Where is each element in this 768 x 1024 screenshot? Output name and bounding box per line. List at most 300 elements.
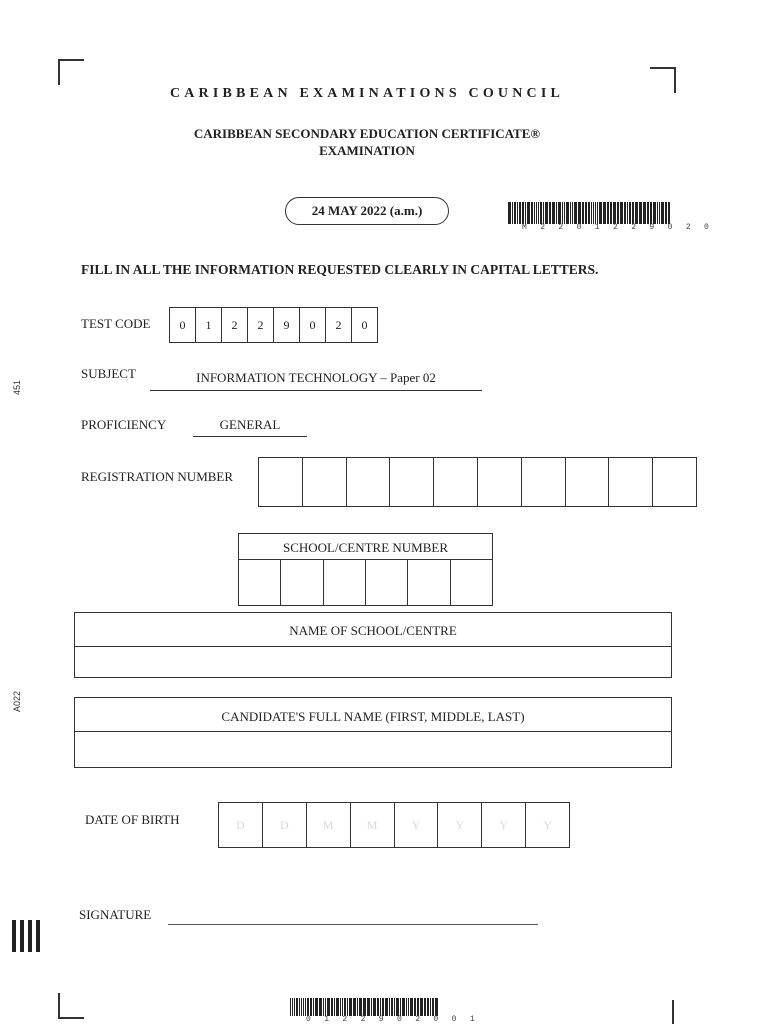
barcode-bar bbox=[353, 998, 356, 1016]
qr-module bbox=[12, 932, 14, 934]
barcode-bar bbox=[377, 998, 379, 1016]
barcode-bar bbox=[301, 998, 302, 1016]
qr-module bbox=[12, 940, 14, 942]
qr-module bbox=[36, 948, 38, 950]
barcode-bar bbox=[296, 998, 298, 1016]
qr-module bbox=[22, 924, 24, 926]
date-of-birth-cell[interactable]: M bbox=[307, 803, 351, 847]
qr-module bbox=[30, 920, 32, 922]
barcode-bar bbox=[639, 202, 642, 224]
qr-module bbox=[20, 922, 22, 924]
qr-module bbox=[28, 926, 30, 928]
barcode-top bbox=[508, 202, 713, 232]
qr-module bbox=[28, 940, 30, 942]
school-centre-number-cell[interactable] bbox=[366, 560, 408, 605]
qr-module bbox=[38, 934, 40, 936]
barcode-bar bbox=[566, 202, 569, 224]
registration-number-cell[interactable] bbox=[347, 458, 391, 506]
barcode-bar bbox=[391, 998, 393, 1016]
qr-module bbox=[30, 930, 32, 932]
qr-module bbox=[14, 938, 16, 940]
qr-module bbox=[12, 928, 14, 930]
qr-module bbox=[22, 926, 24, 928]
barcode-bar bbox=[610, 202, 612, 224]
qr-module bbox=[12, 938, 14, 940]
barcode-bar bbox=[299, 998, 300, 1016]
school-name-field[interactable] bbox=[74, 647, 672, 678]
registration-number-cell[interactable] bbox=[522, 458, 566, 506]
qr-module bbox=[22, 928, 24, 930]
qr-module bbox=[20, 920, 22, 922]
barcode-bar bbox=[540, 202, 542, 224]
registration-number-cell[interactable] bbox=[478, 458, 522, 506]
certificate-title bbox=[0, 125, 734, 159]
test-code-digit: 2 bbox=[326, 308, 352, 342]
qr-module bbox=[30, 928, 32, 930]
barcode-bar bbox=[585, 202, 587, 224]
barcode-bar bbox=[389, 998, 390, 1016]
qr-module bbox=[22, 936, 24, 938]
barcode-bar bbox=[315, 998, 318, 1016]
barcode-bar bbox=[549, 202, 551, 224]
barcode-bar bbox=[406, 998, 407, 1016]
qr-module bbox=[28, 950, 30, 952]
barcode-bar bbox=[342, 998, 343, 1016]
barcode-bar bbox=[290, 998, 291, 1016]
barcode-bar bbox=[570, 202, 571, 224]
barcode-bar bbox=[294, 998, 295, 1016]
barcode-bar bbox=[410, 998, 413, 1016]
barcode-bar bbox=[578, 202, 581, 224]
qr-module bbox=[36, 928, 38, 930]
qr-module bbox=[38, 926, 40, 928]
barcode-bar bbox=[603, 202, 606, 224]
barcode-bar bbox=[367, 998, 370, 1016]
qr-module bbox=[14, 944, 16, 946]
subject-label: SUBJECT bbox=[81, 366, 136, 381]
barcode-bar bbox=[588, 202, 590, 224]
qr-module bbox=[38, 940, 40, 942]
barcode-bar bbox=[292, 998, 293, 1016]
school-name-label: NAME OF SCHOOL/CENTRE bbox=[74, 612, 672, 647]
barcode-bottom bbox=[290, 998, 479, 1024]
school-centre-number-label: SCHOOL/CENTRE NUMBER bbox=[238, 533, 493, 560]
barcode-bar bbox=[331, 998, 333, 1016]
qr-module bbox=[14, 924, 16, 926]
qr-module bbox=[38, 936, 40, 938]
barcode-bar bbox=[613, 202, 616, 224]
barcode-bar bbox=[562, 202, 563, 224]
date-of-birth-cell[interactable]: Y bbox=[395, 803, 439, 847]
test-code-digit: 2 bbox=[248, 308, 274, 342]
qr-module bbox=[30, 944, 32, 946]
barcode-bar bbox=[313, 998, 314, 1016]
qr-module bbox=[36, 922, 38, 924]
registration-number-cell[interactable] bbox=[259, 458, 303, 506]
barcode-bar bbox=[617, 202, 619, 224]
barcode-bar bbox=[635, 202, 638, 224]
barcode-bar bbox=[591, 202, 592, 224]
barcode-bar bbox=[647, 202, 649, 224]
qr-module bbox=[28, 920, 30, 922]
qr-module bbox=[22, 948, 24, 950]
barcode-bar bbox=[514, 202, 516, 224]
test-code-boxes bbox=[169, 307, 378, 343]
barcode-bar bbox=[558, 202, 561, 224]
qr-module bbox=[38, 938, 40, 940]
qr-module bbox=[14, 920, 16, 922]
date-of-birth-cell[interactable]: D bbox=[219, 803, 263, 847]
qr-module bbox=[12, 920, 14, 922]
qr-module bbox=[28, 930, 30, 932]
qr-module bbox=[38, 920, 40, 922]
qr-module bbox=[36, 934, 38, 936]
registration-number-cell[interactable] bbox=[390, 458, 434, 506]
qr-module bbox=[28, 922, 30, 924]
date-of-birth-cell[interactable]: Y bbox=[543, 818, 552, 832]
qr-module bbox=[20, 930, 22, 932]
qr-module bbox=[28, 946, 30, 948]
barcode-bar bbox=[522, 202, 524, 224]
qr-module bbox=[12, 922, 14, 924]
signature-line[interactable] bbox=[168, 924, 538, 925]
qr-module bbox=[28, 936, 30, 938]
barcode-bar bbox=[650, 202, 652, 224]
qr-module bbox=[14, 940, 16, 942]
qr-module bbox=[30, 934, 32, 936]
barcode-bar bbox=[340, 998, 341, 1016]
qr-module bbox=[20, 926, 22, 928]
corner-mark-bottom-left bbox=[58, 993, 84, 1019]
test-code-digit: 0 bbox=[300, 308, 326, 342]
qr-module bbox=[30, 942, 32, 944]
barcode-bar bbox=[531, 202, 533, 224]
proficiency-value: GENERAL bbox=[193, 417, 307, 437]
qr-module bbox=[36, 936, 38, 938]
barcode-bar bbox=[665, 202, 667, 224]
qr-module bbox=[38, 930, 40, 932]
barcode-bar bbox=[417, 998, 419, 1016]
barcode-bar bbox=[394, 998, 395, 1016]
qr-module bbox=[28, 944, 30, 946]
barcode-bar bbox=[310, 998, 312, 1016]
barcode-bar bbox=[349, 998, 352, 1016]
barcode-bar bbox=[582, 202, 584, 224]
barcode-bar bbox=[344, 998, 346, 1016]
barcode-bar bbox=[599, 202, 602, 224]
qr-module bbox=[14, 928, 16, 930]
qr-module bbox=[22, 920, 24, 922]
test-code-digit: 0 bbox=[361, 318, 368, 332]
barcode-bar bbox=[517, 202, 518, 224]
candidate-name-field[interactable] bbox=[74, 732, 672, 768]
date-of-birth-cell[interactable]: M bbox=[351, 803, 395, 847]
registration-number-label: REGISTRATION NUMBER bbox=[81, 469, 234, 484]
qr-module bbox=[36, 950, 38, 952]
qr-module bbox=[12, 946, 14, 948]
qr-module bbox=[36, 942, 38, 944]
barcode-bar bbox=[564, 202, 565, 224]
registration-number-cell[interactable] bbox=[434, 458, 478, 506]
barcode-bar bbox=[508, 202, 511, 224]
school-centre-number-cell[interactable] bbox=[408, 560, 450, 605]
barcode-bar bbox=[319, 998, 322, 1016]
barcode-top-bars bbox=[508, 202, 670, 224]
barcode-bar bbox=[430, 998, 431, 1016]
registration-number-cell[interactable] bbox=[609, 458, 653, 506]
signature-label: SIGNATURE bbox=[79, 907, 152, 922]
qr-module bbox=[36, 938, 38, 940]
barcode-bar bbox=[538, 202, 539, 224]
barcode-bar bbox=[661, 202, 664, 224]
qr-module bbox=[20, 928, 22, 930]
qr-module bbox=[38, 932, 40, 934]
qr-module bbox=[20, 944, 22, 946]
barcode-bar bbox=[402, 998, 405, 1016]
barcode-bar bbox=[385, 998, 388, 1016]
qr-module bbox=[12, 926, 14, 928]
qr-module bbox=[12, 936, 14, 938]
qr-module bbox=[30, 948, 32, 950]
barcode-bar bbox=[427, 998, 429, 1016]
qr-module bbox=[36, 940, 38, 942]
qr-module bbox=[36, 924, 38, 926]
qr-module bbox=[38, 944, 40, 946]
qr-module bbox=[22, 940, 24, 942]
barcode-bar bbox=[336, 998, 339, 1016]
qr-module bbox=[22, 934, 24, 936]
council-title: CARIBBEAN EXAMINATIONS COUNCIL bbox=[169, 86, 565, 101]
qr-module bbox=[20, 948, 22, 950]
qr-module bbox=[20, 946, 22, 948]
barcode-bar bbox=[371, 998, 372, 1016]
qr-module bbox=[22, 930, 24, 932]
qr-module bbox=[38, 922, 40, 924]
date-of-birth-boxes bbox=[218, 802, 570, 848]
test-code-digit: 9 bbox=[274, 308, 300, 342]
qr-module bbox=[36, 926, 38, 928]
qr-module bbox=[28, 948, 30, 950]
qr-module bbox=[20, 942, 22, 944]
barcode-bar bbox=[595, 202, 596, 224]
qr-module bbox=[30, 936, 32, 938]
qr-module bbox=[38, 946, 40, 948]
qr-module bbox=[30, 932, 32, 934]
qr-module bbox=[38, 928, 40, 930]
barcode-bar bbox=[659, 202, 660, 224]
barcode-bar bbox=[414, 998, 416, 1016]
registration-number-boxes bbox=[258, 457, 697, 507]
qr-module bbox=[12, 930, 14, 932]
registration-number-cell[interactable] bbox=[566, 458, 610, 506]
barcode-bar bbox=[572, 202, 573, 224]
qr-module bbox=[20, 936, 22, 938]
barcode-bar bbox=[627, 202, 628, 224]
date-of-birth-cell[interactable]: Y bbox=[482, 803, 526, 847]
barcode-bar bbox=[400, 998, 401, 1016]
barcode-bar bbox=[305, 998, 306, 1016]
barcode-bar bbox=[408, 998, 409, 1016]
qr-module bbox=[22, 938, 24, 940]
school-centre-number-boxes bbox=[238, 560, 493, 606]
corner-mark-top-left bbox=[58, 59, 84, 85]
barcode-bar bbox=[527, 202, 530, 224]
barcode-bar bbox=[545, 202, 548, 224]
qr-module bbox=[22, 946, 24, 948]
certificate-line-1: CARIBBEAN SECONDARY EDUCATION CERTIFICATE® bbox=[193, 126, 541, 141]
qr-module bbox=[30, 940, 32, 942]
barcode-bar bbox=[420, 998, 423, 1016]
qr-module bbox=[36, 944, 38, 946]
registration-number-cell[interactable] bbox=[303, 458, 347, 506]
barcode-bar bbox=[382, 998, 384, 1016]
barcode-bar bbox=[668, 202, 670, 224]
qr-module bbox=[38, 924, 40, 926]
qr-module bbox=[20, 940, 22, 942]
barcode-bar bbox=[620, 202, 623, 224]
qr-module bbox=[20, 924, 22, 926]
proficiency-label: PROFICIENCY bbox=[81, 417, 167, 432]
qr-module bbox=[14, 926, 16, 928]
barcode-bar bbox=[307, 998, 309, 1016]
qr-module bbox=[22, 942, 24, 944]
barcode-bar bbox=[359, 998, 362, 1016]
qr-module bbox=[30, 938, 32, 940]
qr-module bbox=[20, 932, 22, 934]
barcode-bar bbox=[543, 202, 544, 224]
barcode-bar bbox=[357, 998, 358, 1016]
qr-code-icon bbox=[12, 920, 44, 952]
barcode-bar bbox=[574, 202, 577, 224]
test-code-digit: 2 bbox=[222, 308, 248, 342]
exam-date-badge: 24 MAY 2022 (a.m.) bbox=[285, 197, 449, 225]
registration-number-cell[interactable] bbox=[653, 458, 696, 506]
barcode-top-text: M 2 2 0 1 2 2 9 0 2 0 bbox=[522, 223, 714, 232]
qr-module bbox=[28, 938, 30, 940]
qr-module bbox=[22, 950, 24, 952]
barcode-bar bbox=[432, 998, 434, 1016]
qr-module bbox=[28, 932, 30, 934]
school-centre-number-cell[interactable] bbox=[281, 560, 323, 605]
date-of-birth-cell[interactable]: Y bbox=[438, 803, 482, 847]
qr-module bbox=[30, 950, 32, 952]
barcode-bottom-text: 0 1 2 2 9 0 2 0 0 1 bbox=[306, 1015, 479, 1024]
barcode-bar bbox=[424, 998, 426, 1016]
test-code-digit: 0 bbox=[170, 308, 196, 342]
barcode-bar bbox=[373, 998, 376, 1016]
qr-module bbox=[22, 922, 24, 924]
qr-module bbox=[14, 922, 16, 924]
barcode-bar bbox=[303, 998, 304, 1016]
qr-module bbox=[14, 946, 16, 948]
qr-module bbox=[12, 942, 14, 944]
school-centre-number-cell[interactable] bbox=[324, 560, 366, 605]
qr-module bbox=[14, 934, 16, 936]
qr-module bbox=[14, 932, 16, 934]
barcode-bar bbox=[525, 202, 526, 224]
qr-module bbox=[14, 950, 16, 952]
qr-module bbox=[20, 950, 22, 952]
qr-module bbox=[30, 946, 32, 948]
qr-module bbox=[22, 932, 24, 934]
qr-module bbox=[30, 922, 32, 924]
qr-module bbox=[38, 950, 40, 952]
qr-module bbox=[38, 942, 40, 944]
test-code-label: TEST CODE bbox=[81, 316, 151, 331]
school-centre-number-cell[interactable] bbox=[239, 560, 281, 605]
barcode-bar bbox=[552, 202, 555, 224]
barcode-bar bbox=[643, 202, 646, 224]
barcode-bottom-bars bbox=[290, 998, 440, 1016]
barcode-bar bbox=[556, 202, 557, 224]
barcode-bar bbox=[519, 202, 521, 224]
qr-module bbox=[36, 946, 38, 948]
barcode-bar bbox=[536, 202, 537, 224]
qr-module bbox=[22, 944, 24, 946]
barcode-bar bbox=[380, 998, 381, 1016]
qr-module bbox=[36, 932, 38, 934]
side-label-middle: A022 bbox=[12, 690, 22, 712]
qr-module bbox=[12, 924, 14, 926]
school-centre-number-box bbox=[238, 533, 493, 606]
qr-module bbox=[14, 930, 16, 932]
qr-module bbox=[14, 942, 16, 944]
subject-value: INFORMATION TECHNOLOGY – Paper 02 bbox=[150, 370, 482, 391]
barcode-bar bbox=[323, 998, 324, 1016]
school-centre-number-cell[interactable] bbox=[451, 560, 492, 605]
barcode-bar bbox=[607, 202, 609, 224]
barcode-bar bbox=[593, 202, 594, 224]
barcode-bar bbox=[597, 202, 598, 224]
qr-module bbox=[28, 924, 30, 926]
qr-module bbox=[28, 942, 30, 944]
barcode-bar bbox=[334, 998, 335, 1016]
qr-module bbox=[14, 936, 16, 938]
qr-module bbox=[12, 948, 14, 950]
qr-module bbox=[36, 920, 38, 922]
date-of-birth-cell[interactable]: D bbox=[263, 803, 307, 847]
barcode-bar bbox=[657, 202, 658, 224]
barcode-bar bbox=[512, 202, 513, 224]
qr-module bbox=[38, 948, 40, 950]
qr-module bbox=[36, 930, 38, 932]
barcode-bar bbox=[327, 998, 330, 1016]
barcode-bar bbox=[435, 998, 438, 1016]
barcode-bar bbox=[624, 202, 626, 224]
barcode-bar bbox=[325, 998, 326, 1016]
qr-module bbox=[28, 928, 30, 930]
qr-module bbox=[20, 938, 22, 940]
qr-module bbox=[28, 934, 30, 936]
barcode-bar bbox=[347, 998, 348, 1016]
candidate-name-box bbox=[74, 697, 672, 768]
candidate-name-label: CANDIDATE'S FULL NAME (FIRST, MIDDLE, LAST) bbox=[74, 697, 672, 732]
qr-module bbox=[20, 934, 22, 936]
qr-module bbox=[12, 950, 14, 952]
barcode-bar bbox=[396, 998, 399, 1016]
school-name-box bbox=[74, 612, 672, 678]
barcode-bar bbox=[653, 202, 656, 224]
barcode-bar bbox=[363, 998, 366, 1016]
qr-module bbox=[30, 926, 32, 928]
side-label-top: 451 bbox=[12, 379, 22, 395]
barcode-bar bbox=[632, 202, 634, 224]
test-code-digit: 1 bbox=[196, 308, 222, 342]
qr-module bbox=[12, 934, 14, 936]
corner-mark-bottom-right bbox=[672, 1000, 674, 1024]
instruction-text: FILL IN ALL THE INFORMATION REQUESTED CLEARLY IN CAPITAL LETTERS. bbox=[81, 262, 599, 277]
qr-module bbox=[14, 948, 16, 950]
